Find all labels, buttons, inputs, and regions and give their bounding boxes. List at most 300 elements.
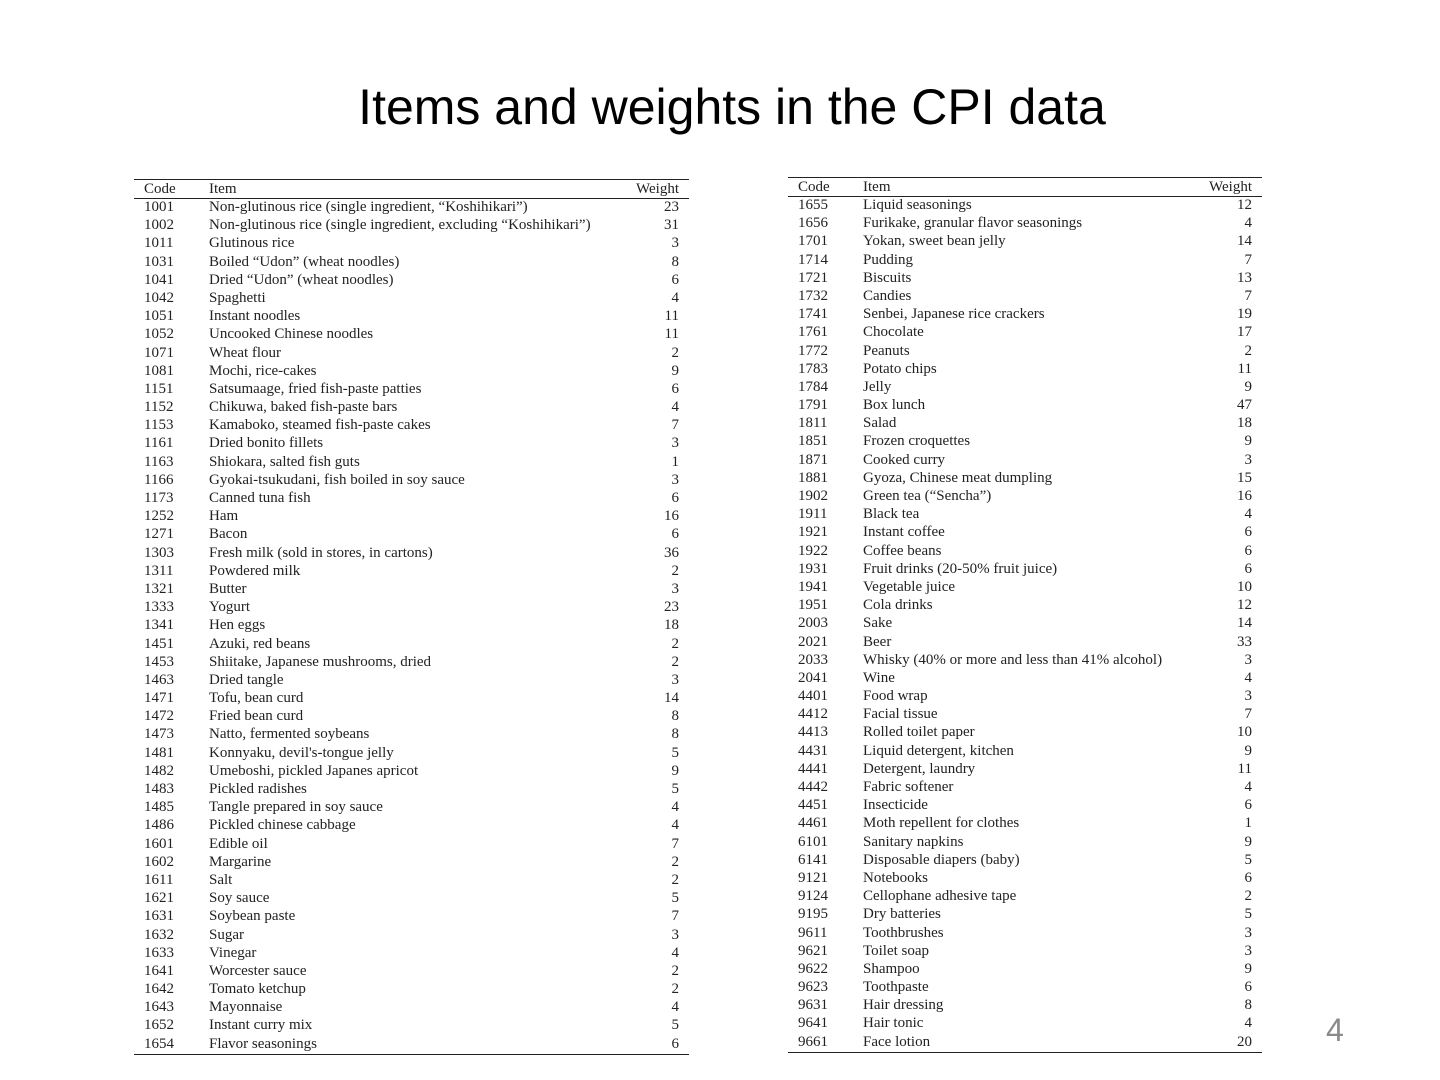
table-row <box>134 999 689 1017</box>
cell-code: 1001 <box>144 199 174 215</box>
table-row <box>788 761 1262 779</box>
table-row <box>788 306 1262 324</box>
cell-item: Sake <box>863 615 893 632</box>
cell-item: Instant curry mix <box>209 1017 313 1034</box>
cell-item: Dry batteries <box>863 906 941 923</box>
table-row <box>134 872 689 890</box>
cell-weight: 2 <box>671 562 679 579</box>
cell-code: 1482 <box>144 762 174 779</box>
table-row <box>134 1036 689 1055</box>
cell-code: 1002 <box>144 217 174 234</box>
cell-code: 9124 <box>798 888 828 905</box>
cell-weight: 4 <box>671 399 679 416</box>
cell-weight: 3 <box>671 580 679 597</box>
cell-code: 1011 <box>144 235 174 252</box>
cell-code: 1656 <box>798 215 828 232</box>
page-number: 4 <box>1326 1012 1344 1048</box>
cell-weight: 3 <box>1244 688 1252 705</box>
cell-weight: 6 <box>671 380 679 397</box>
table-row <box>134 381 689 399</box>
cell-code: 9195 <box>798 906 828 923</box>
cell-code: 1631 <box>144 908 174 925</box>
cell-weight: 13 <box>1237 269 1252 286</box>
table-row <box>134 817 689 835</box>
cell-weight: 23 <box>664 599 679 616</box>
cell-item: Soybean paste <box>209 908 296 925</box>
cell-code: 1641 <box>144 962 174 979</box>
cell-weight: 9 <box>671 762 679 779</box>
cell-code: 9641 <box>798 1015 828 1032</box>
cell-code: 1453 <box>144 653 174 670</box>
cell-code: 4401 <box>798 688 828 705</box>
cell-weight: 3 <box>1244 942 1252 959</box>
cell-weight: 3 <box>671 435 679 452</box>
cell-item: Food wrap <box>863 688 928 705</box>
cell-code: 9622 <box>798 960 828 977</box>
cell-weight: 3 <box>671 671 679 688</box>
table-row <box>788 488 1262 506</box>
table-row <box>134 290 689 308</box>
table-row <box>134 345 689 363</box>
column-header-code: Code <box>134 180 187 199</box>
table-row <box>788 979 1262 997</box>
cell-weight: 2 <box>671 962 679 979</box>
cell-code: 1921 <box>798 524 828 541</box>
cell-code: 4412 <box>798 706 828 723</box>
cell-code: 1761 <box>798 324 828 341</box>
cell-code: 1611 <box>144 871 174 888</box>
table-row <box>788 561 1262 579</box>
cell-item: Umeboshi, pickled Japanes apricot <box>209 762 419 779</box>
cell-weight: 6 <box>1244 979 1252 996</box>
cell-code: 1783 <box>798 360 828 377</box>
table-row <box>134 927 689 945</box>
column-header-item: Item <box>841 178 1192 197</box>
table-row <box>134 799 689 817</box>
cell-weight: 4 <box>1244 1015 1252 1032</box>
table-row <box>788 724 1262 742</box>
cell-code: 6141 <box>798 851 828 868</box>
cell-code: 1031 <box>144 253 174 270</box>
cell-weight: 3 <box>671 235 679 252</box>
table-header-row <box>134 180 689 199</box>
cell-weight: 7 <box>1244 251 1252 268</box>
table-row <box>788 379 1262 397</box>
cell-weight: 4 <box>671 799 679 816</box>
cell-item: Jelly <box>863 378 892 395</box>
table-row <box>788 1034 1262 1053</box>
cell-code: 4461 <box>798 815 828 832</box>
table-row <box>134 654 689 672</box>
cell-item: Tofu, bean curd <box>209 690 304 707</box>
cell-weight: 7 <box>671 908 679 925</box>
table-row <box>788 288 1262 306</box>
cell-weight: 5 <box>671 890 679 907</box>
cell-weight: 11 <box>1237 760 1252 777</box>
table-row <box>134 545 689 563</box>
cell-item: Potato chips <box>863 360 937 377</box>
cell-item: Fruit drinks (20-50% fruit juice) <box>863 560 1058 577</box>
cpi-table-left <box>134 179 689 1055</box>
table-row <box>788 252 1262 270</box>
cell-weight: 1 <box>1244 815 1252 832</box>
table-row <box>788 452 1262 470</box>
cell-weight: 6 <box>1244 797 1252 814</box>
cell-weight: 3 <box>1244 651 1252 668</box>
cell-weight: 5 <box>671 781 679 797</box>
cell-item: Whisky (40% or more and less than 41% alcohol) <box>863 651 1163 668</box>
cell-code: 1151 <box>144 380 174 397</box>
table-row <box>788 415 1262 433</box>
cell-weight: 8 <box>671 726 679 743</box>
cell-code: 2041 <box>798 669 828 686</box>
cell-weight: 3 <box>1244 451 1252 468</box>
cell-item: Gyokai-tsukudani, fish boiled in soy sauce <box>209 471 465 488</box>
cell-weight: 2 <box>671 981 679 998</box>
cell-item: Dried bonito fillets <box>209 435 324 452</box>
cell-item: Shampoo <box>863 960 920 977</box>
cell-item: Mayonnaise <box>209 999 283 1016</box>
table-row <box>134 490 689 508</box>
cell-item: Soy sauce <box>209 890 270 907</box>
column-header-weight: Weight <box>619 180 689 199</box>
cell-code: 1811 <box>798 415 828 432</box>
cell-item: Butter <box>209 580 247 597</box>
cell-code: 1161 <box>144 435 174 452</box>
cell-code: 1721 <box>798 269 828 286</box>
cell-weight: 7 <box>671 417 679 434</box>
cell-item: Mochi, rice-cakes <box>209 362 317 379</box>
cell-item: Edible oil <box>209 835 268 852</box>
table-row <box>788 815 1262 833</box>
table-row <box>788 652 1262 670</box>
cell-weight: 4 <box>1244 669 1252 686</box>
cell-item: Hen eggs <box>209 617 266 634</box>
cell-code: 1741 <box>798 306 828 323</box>
cell-item: Uncooked Chinese noodles <box>209 326 374 343</box>
cell-weight: 8 <box>671 708 679 725</box>
cell-weight: 23 <box>664 199 679 215</box>
cell-weight: 6 <box>619 1036 689 1055</box>
table-row <box>788 543 1262 561</box>
cell-code: 1791 <box>798 397 828 414</box>
cell-code: 1643 <box>144 999 174 1016</box>
table-row <box>788 834 1262 852</box>
cell-item: Pickled radishes <box>209 781 307 797</box>
cell-code: 1081 <box>144 362 174 379</box>
cell-item: Shiokara, salted fish guts <box>209 453 360 470</box>
cell-item: Glutinous rice <box>209 235 295 252</box>
cell-weight: 11 <box>664 308 679 325</box>
cell-code: 1652 <box>144 1017 174 1034</box>
column-header-weight: Weight <box>1192 178 1262 197</box>
table-row <box>134 235 689 253</box>
table-row <box>134 472 689 490</box>
cell-weight: 16 <box>1237 488 1252 504</box>
cell-code: 4431 <box>798 742 828 759</box>
cell-item: Cola drinks <box>863 597 933 614</box>
column-header-code: Code <box>788 178 841 197</box>
table-header-row <box>788 178 1262 197</box>
cell-weight: 8 <box>671 253 679 270</box>
table-row <box>134 454 689 472</box>
cell-item: Konnyaku, devil's-tongue jelly <box>209 744 394 761</box>
cell-code: 1052 <box>144 326 174 343</box>
cell-item: Boiled “Udon” (wheat noodles) <box>209 253 400 270</box>
cell-item: Toothbrushes <box>863 924 944 941</box>
table-row <box>134 563 689 581</box>
table-row <box>134 981 689 999</box>
cell-weight: 6 <box>1244 542 1252 559</box>
table-row <box>134 854 689 872</box>
cell-code: 1784 <box>798 378 828 395</box>
table-row <box>788 597 1262 615</box>
table-row <box>788 1015 1262 1033</box>
table-row <box>788 797 1262 815</box>
table-row <box>788 706 1262 724</box>
cell-weight: 9 <box>1244 433 1252 450</box>
table-row <box>788 579 1262 597</box>
cell-code: 1902 <box>798 488 828 504</box>
cell-item: Yogurt <box>209 599 250 616</box>
cell-code: 1941 <box>798 578 828 595</box>
cell-weight: 6 <box>671 490 679 506</box>
table-row <box>788 779 1262 797</box>
table-row <box>134 272 689 290</box>
cell-code: 9611 <box>798 924 828 941</box>
cell-item: Coffee beans <box>863 542 942 559</box>
table-row <box>134 617 689 635</box>
cell-weight: 4 <box>1244 506 1252 523</box>
cell-code: 1163 <box>144 453 174 470</box>
table-row <box>788 961 1262 979</box>
cell-code: 2021 <box>798 633 828 650</box>
cell-code: 1485 <box>144 799 174 816</box>
cell-code: 2003 <box>798 615 828 632</box>
cell-item: Peanuts <box>863 342 910 359</box>
cell-weight: 14 <box>1237 615 1252 632</box>
cell-item: Green tea (“Sencha”) <box>863 488 992 504</box>
table-row <box>134 945 689 963</box>
cell-code: 1632 <box>144 926 174 943</box>
cell-weight: 5 <box>671 744 679 761</box>
cell-item: Powdered milk <box>209 562 301 579</box>
cell-item: Hair dressing <box>863 997 944 1014</box>
cell-item: Insecticide <box>863 797 928 814</box>
cell-weight: 2 <box>671 635 679 652</box>
cell-item: Azuki, red beans <box>209 635 311 652</box>
cell-weight: 7 <box>671 835 679 852</box>
cell-item: Rolled toilet paper <box>863 724 975 741</box>
table-row <box>134 435 689 453</box>
table-row <box>134 636 689 654</box>
cell-code: 1481 <box>144 744 174 761</box>
table-row <box>134 526 689 544</box>
cell-item: Chikuwa, baked fish-paste bars <box>209 399 398 416</box>
cell-weight: 8 <box>1244 997 1252 1014</box>
cell-weight: 2 <box>671 853 679 870</box>
table-row <box>134 781 689 799</box>
cell-code: 1654 <box>134 1036 187 1055</box>
cell-weight: 17 <box>1237 324 1252 341</box>
cell-item: Toilet soap <box>863 942 930 959</box>
cell-code: 1732 <box>798 287 828 304</box>
table-row <box>788 343 1262 361</box>
cell-code: 1483 <box>144 781 174 797</box>
cell-code: 1472 <box>144 708 174 725</box>
cell-item: Pickled chinese cabbage <box>209 817 356 834</box>
cell-item: Satsumaage, fried fish-paste patties <box>209 380 422 397</box>
cell-code: 1911 <box>798 506 828 523</box>
cell-code: 1271 <box>144 526 174 543</box>
table-row <box>134 363 689 381</box>
cell-weight: 9 <box>1244 378 1252 395</box>
cell-item: Ham <box>209 508 239 525</box>
table-row <box>788 743 1262 761</box>
cell-weight: 18 <box>1237 415 1252 432</box>
table-row <box>788 870 1262 888</box>
table-row <box>788 506 1262 524</box>
table-row <box>788 906 1262 924</box>
cell-item: Bacon <box>209 526 248 543</box>
cell-code: 1655 <box>798 197 828 213</box>
cell-item: Yokan, sweet bean jelly <box>863 233 1006 250</box>
cell-item: Margarine <box>209 853 272 870</box>
cell-weight: 4 <box>671 999 679 1016</box>
cell-weight: 33 <box>1237 633 1252 650</box>
cell-code: 9121 <box>798 869 828 886</box>
cell-item: Fried bean curd <box>209 708 304 725</box>
table-row <box>788 925 1262 943</box>
cell-code: 1881 <box>798 469 828 486</box>
cell-weight: 4 <box>1244 779 1252 795</box>
cell-code: 1153 <box>144 417 174 434</box>
cell-item: Black tea <box>863 506 920 523</box>
cell-item: Facial tissue <box>863 706 938 723</box>
cell-code: 1051 <box>144 308 174 325</box>
cell-code: 1633 <box>144 944 174 961</box>
cell-weight: 14 <box>664 690 679 707</box>
table-row <box>788 688 1262 706</box>
table-row <box>134 726 689 744</box>
cell-code: 1642 <box>144 981 174 998</box>
table-row <box>788 615 1262 633</box>
cell-weight: 5 <box>1244 906 1252 923</box>
cell-item: Tangle prepared in soy sauce <box>209 799 383 816</box>
table-row <box>134 417 689 435</box>
cell-weight: 11 <box>1237 360 1252 377</box>
cell-code: 1252 <box>144 508 174 525</box>
cell-weight: 16 <box>664 508 679 525</box>
table-row <box>134 308 689 326</box>
cell-weight: 10 <box>1237 578 1252 595</box>
column-header-item: Item <box>187 180 619 199</box>
cell-code: 4413 <box>798 724 828 741</box>
cell-item: Liquid detergent, kitchen <box>863 742 1014 759</box>
cell-item: Instant coffee <box>863 524 945 541</box>
cell-item: Toothpaste <box>863 979 929 996</box>
cell-item: Dried tangle <box>209 671 284 688</box>
cell-item: Wine <box>863 669 895 686</box>
cell-weight: 14 <box>1237 233 1252 250</box>
cell-item: Beer <box>863 633 892 650</box>
cell-weight: 7 <box>1244 287 1252 304</box>
cell-code: 1471 <box>144 690 174 707</box>
cell-item: Pudding <box>863 251 914 268</box>
cell-code: 9623 <box>798 979 828 996</box>
cell-code: 1701 <box>798 233 828 250</box>
cell-code: 6101 <box>798 833 828 850</box>
cell-item: Vegetable juice <box>863 578 956 595</box>
cell-weight: 5 <box>1244 851 1252 868</box>
cell-weight: 6 <box>1244 869 1252 886</box>
table-row <box>134 708 689 726</box>
cell-weight: 4 <box>671 289 679 306</box>
cell-item: Wheat flour <box>209 344 282 361</box>
cell-item: Worcester sauce <box>209 962 307 979</box>
cell-item: Cooked curry <box>863 451 946 468</box>
cell-code: 1951 <box>798 597 828 614</box>
cell-item: Vinegar <box>209 944 257 961</box>
table-row <box>134 581 689 599</box>
cell-weight: 5 <box>671 1017 679 1034</box>
cell-item: Notebooks <box>863 869 928 886</box>
cell-item: Canned tuna fish <box>209 490 311 506</box>
table-row <box>134 745 689 763</box>
table-row <box>788 943 1262 961</box>
cell-code: 1473 <box>144 726 174 743</box>
cell-item: Candies <box>863 287 912 304</box>
cell-code: 9621 <box>798 942 828 959</box>
cell-item: Hair tonic <box>863 1015 924 1032</box>
cell-code: 1463 <box>144 671 174 688</box>
cell-item: Dried “Udon” (wheat noodles) <box>209 271 394 288</box>
cell-code: 1042 <box>144 289 174 306</box>
cell-weight: 47 <box>1237 397 1252 414</box>
cell-code: 1166 <box>144 471 174 488</box>
table-row <box>134 763 689 781</box>
table-row <box>788 215 1262 233</box>
cell-weight: 9 <box>1244 833 1252 850</box>
table-row <box>788 470 1262 488</box>
cell-item: Senbei, Japanese rice crackers <box>863 306 1045 323</box>
cell-weight: 20 <box>1192 1034 1262 1053</box>
table-row <box>134 890 689 908</box>
cell-code: 1714 <box>798 251 828 268</box>
table-row <box>134 1017 689 1035</box>
cell-item: Biscuits <box>863 269 912 286</box>
cell-item: Fabric softener <box>863 779 954 795</box>
cell-weight: 6 <box>671 526 679 543</box>
cell-code: 1173 <box>144 490 174 506</box>
cell-code: 1321 <box>144 580 174 597</box>
table-row <box>134 199 689 218</box>
cell-weight: 9 <box>671 362 679 379</box>
table-row <box>134 254 689 272</box>
cell-weight: 6 <box>1244 524 1252 541</box>
cell-code: 2033 <box>798 651 828 668</box>
cell-code: 4442 <box>798 779 828 795</box>
cell-item: Moth repellent for clothes <box>863 815 1020 832</box>
cell-weight: 19 <box>1237 306 1252 323</box>
table-row <box>788 361 1262 379</box>
table-row <box>788 233 1262 251</box>
cell-code: 1041 <box>144 271 174 288</box>
cell-weight: 12 <box>1237 197 1252 213</box>
table-row <box>788 997 1262 1015</box>
cell-item: Furikake, granular flavor seasonings <box>863 215 1083 232</box>
cell-weight: 3 <box>671 926 679 943</box>
